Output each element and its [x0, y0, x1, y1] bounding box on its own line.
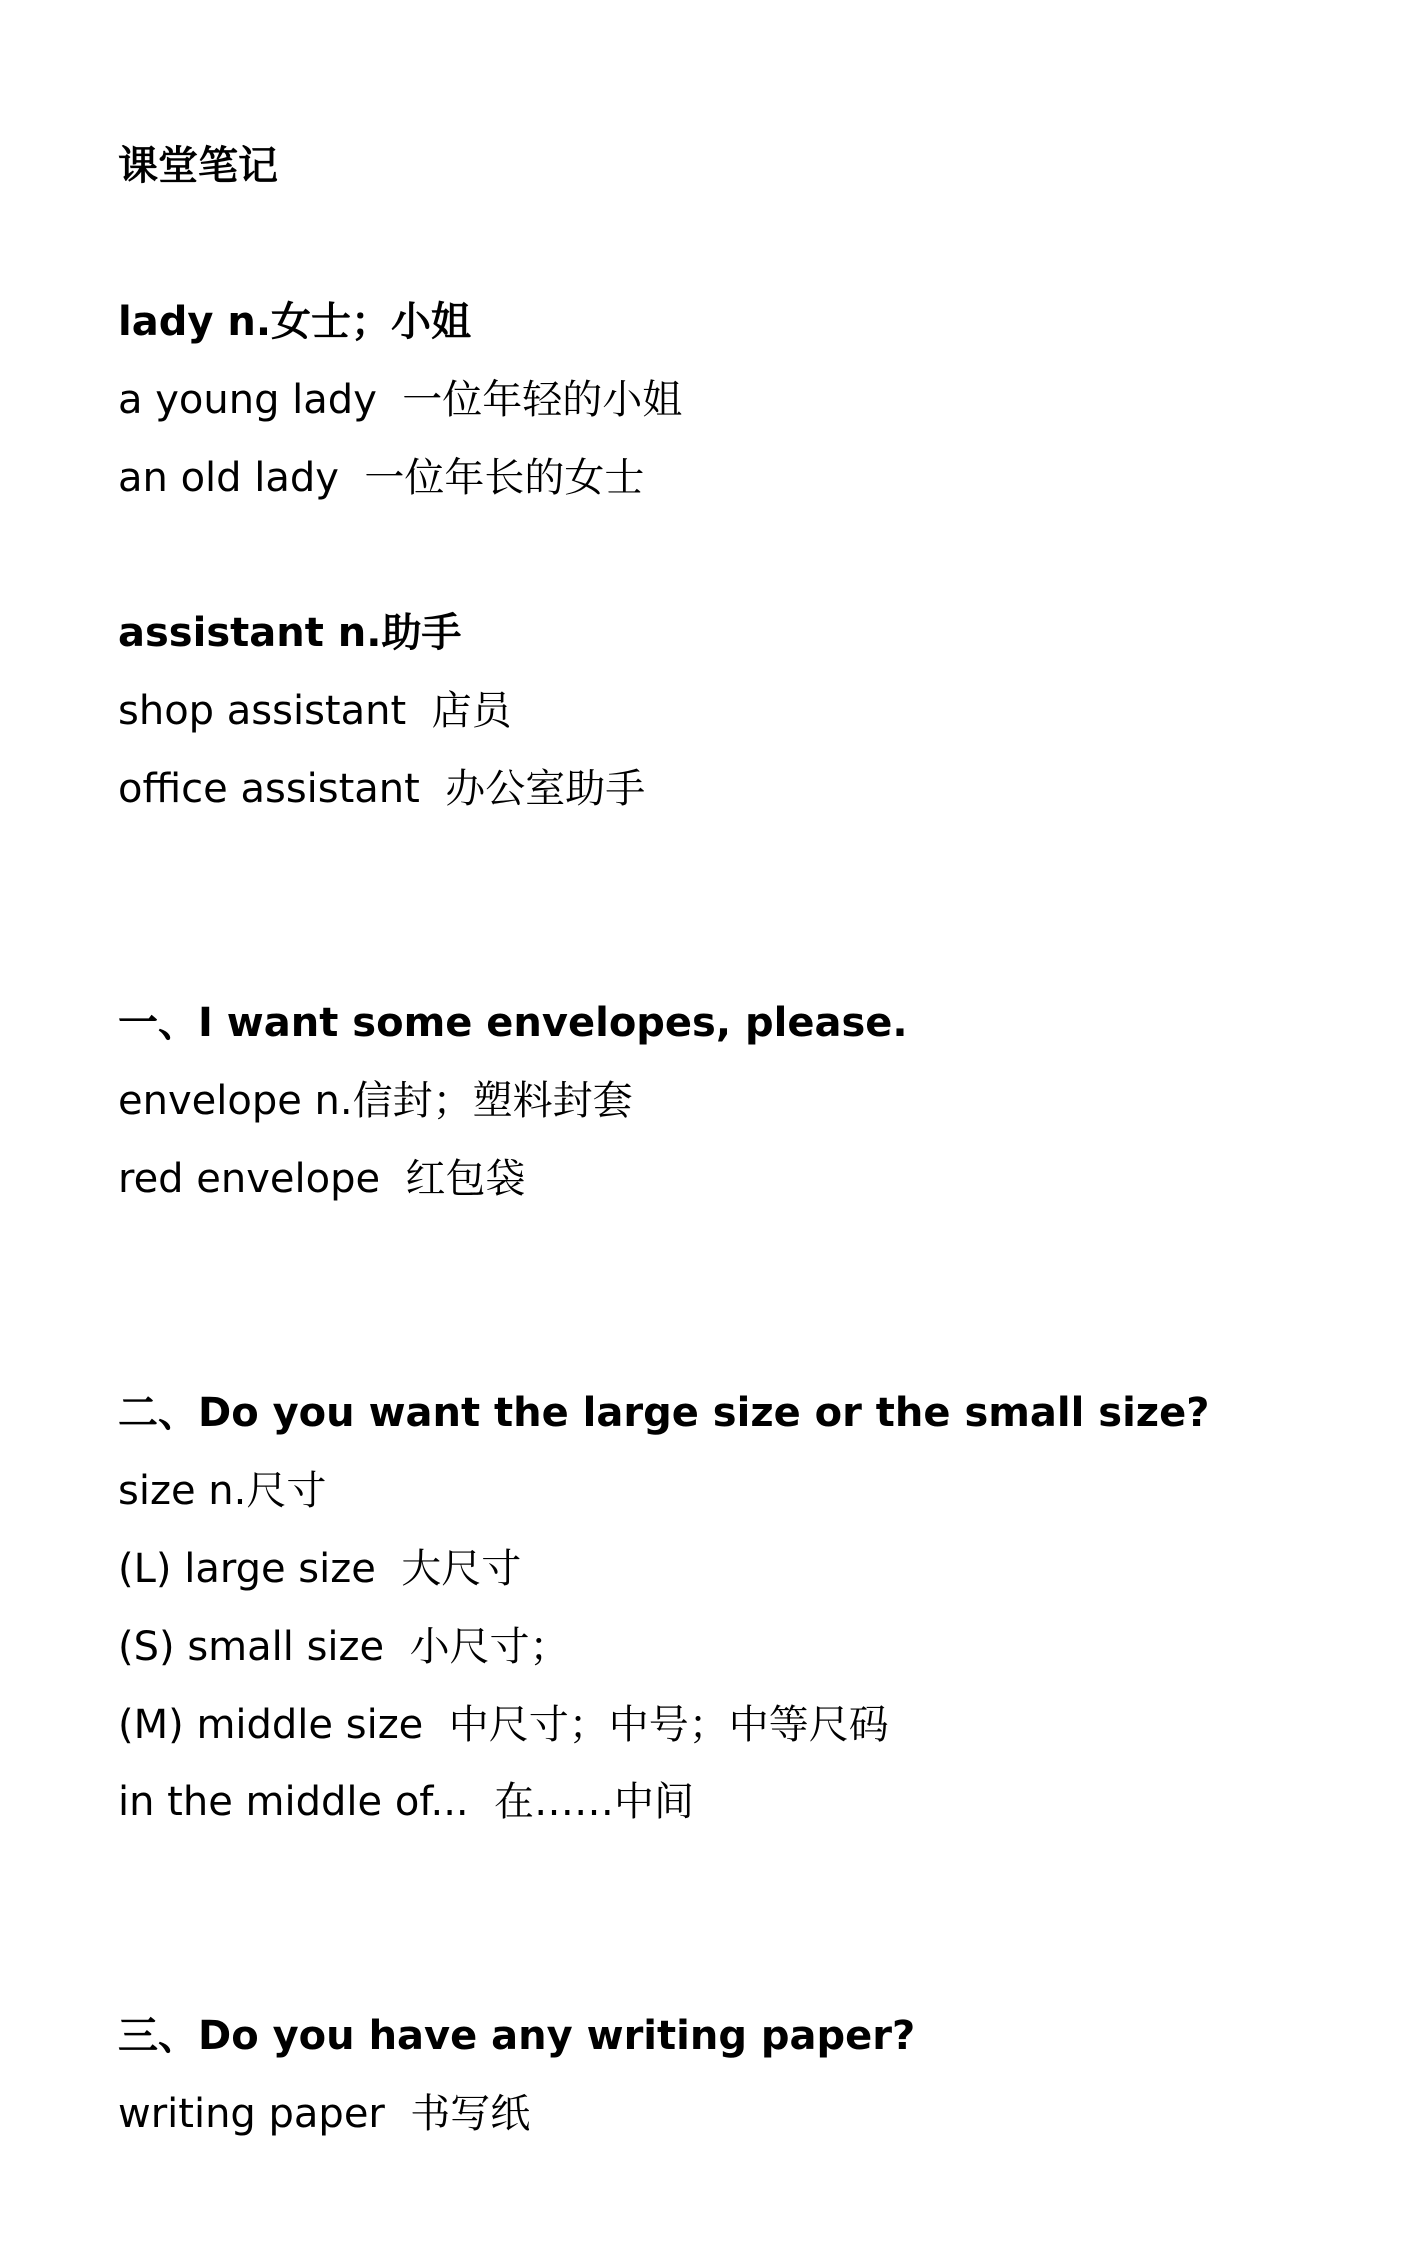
section-heading-2: 二、Do you want the large size or the small size? — [118, 1390, 1210, 1436]
note-line: (M) middle size 中尺寸；中号；中等尺码 — [118, 1702, 889, 1748]
note-line: (S) small size 小尺寸； — [118, 1624, 570, 1670]
vocab-heading-assistant: assistant n.助手 — [118, 610, 462, 656]
note-line: writing paper 书写纸 — [118, 2091, 531, 2137]
note-line: shop assistant 店员 — [118, 688, 512, 734]
note-line: envelope n.信封；塑料封套 — [118, 1078, 633, 1124]
note-line: an old lady 一位年长的女士 — [118, 455, 645, 501]
page-title: 课堂笔记 — [118, 143, 278, 189]
note-line: a young lady 一位年轻的小姐 — [118, 377, 683, 423]
note-line: (L) large size 大尺寸 — [118, 1546, 522, 1592]
section-heading-1: 一、I want some envelopes, please. — [118, 1000, 908, 1046]
vocab-heading-lady: lady n.女士；小姐 — [118, 299, 472, 345]
note-line: red envelope 红包袋 — [118, 1156, 526, 1202]
note-line: size n.尺寸 — [118, 1468, 327, 1514]
note-line: in the middle of... 在……中间 — [118, 1779, 695, 1825]
section-heading-3: 三、Do you have any writing paper? — [118, 2013, 916, 2059]
note-line: office assistant 办公室助手 — [118, 766, 646, 812]
